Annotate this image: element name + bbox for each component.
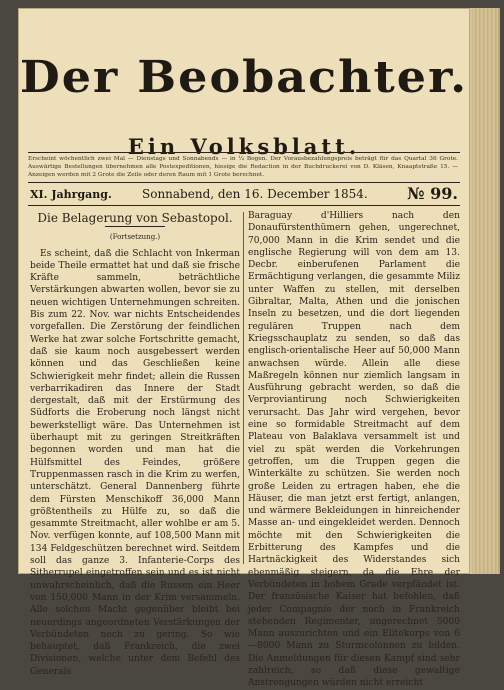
article-continuation-note: (Fortsetzung.) [109,233,161,242]
top-rule [28,152,460,153]
column-separator [243,212,244,564]
binding-strip [472,8,498,574]
left-column-text: Es scheint, daß die Schlacht von Inkerman beide Theile ermattet hat und daß sie frische Kräfte sammeln, beträchtliche Verstärkungen abwarten wollen, bevor sie zu neuen wichtigen Unternehmungen schreiten. Bis zum 22. Nov. war nichts Entscheidendes vorgefallen. Die Zerstörung der feindlichen Werke hat zwar solche Fortschritte gemacht, daß sie kaum noch ausgebessert werden können und das Geschließen keine Schwierigkeit mehr findet; allein die Russen verbarrikadiren das Innere der Stadt dergestalt, daß mit der Erstürmung des Südforts die Eroberung noch längst nicht bewerkstelligt wäre. Das Unternehmen ist überhaupt mit zu geringen Streitkräften begonnen worden und man hat die Hülfsmittel des Feindes, größere Truppenmassen rasch in die Krim zu werfen, unterschätzt. General Dannenberg führte dem Fürsten Menschikoff 36,000 Mann größtentheils zu Hülfe zu, so daß die gesammte Streitmacht, aller wohlbe er am 5. Nov. verfügen konnte, auf 108,500 Mann mit 134 Feldgeschützen berechnet wird. Seitdem soll das ganze 3. Infanterie-Corps des Sitherrupel eingetroffen sein und es ist nicht unwahrscheinlich, daß die Russen ein Heer von 150,000 Mann in der Krim versammeln. Alle solchen Macht gegenüber bleibt bei neuerdings angeordneten Verstärkungen der Verbündeten noch zu gering. So wie behauptet, daß Frankreich, die zwei Divisionen, welche unter dem Befehl des Generals [30,248,240,677]
issue-number: № 99. [407,184,458,203]
publication-note: Erscheint wöchentlich zwei Mal — Dienstags und Sonnabends — in ¼ Bogen. Der Vorausbezahlungspreis beträgt für das Quartal 36 Grote. Auswärtige Bestellungen übernehmen alle Postexpeditionen, hiesige die Redaction in der Buchdruckerei von D. Kläsen, Knaaptstraße 15. — Anzeigen werden mit 2 Grote die Zeile oder deren Raum mit 1 Grote berechnet. [28,156,458,179]
right-column [248,210,460,689]
dateline-top-rule [28,182,460,183]
masthead-title: Der Beobachter. [19,51,469,103]
volume-year: XI. Jahrgang. [30,188,112,201]
article-headline: Die Belagerung von Sebastopol. [37,211,233,225]
right-column-text: Baraguay d'Hilliers nach den Donaufürstenthümern gehen, ungerechnet, 70,000 Mann in die Krim sendet und die englische Regierung will von dem am 13. Decbr. einberufenen Parlament die Ermächtigung verlangen, die gesammte Miliz unter Waffen zu stellen, mit derselben Gibraltar, Malta, Athen und die jonischen Inseln zu besetzen, und die dort liegenden regulären Truppen nach dem Kriegsschauplatz zu senden, so daß das englisch-orientalische Heer auf 50,000 Mann anwachsen würde. Allein alle diese Maßregeln können nur ziemlich langsam in Ausführung gebracht werden, so daß die Verproviantirung noch Schwierigkeiten verursacht. Das Jahr wird vergehen, bevor eine so formidable Streitmacht auf dem Plateau von Balaklava versammelt ist und viel zu spät werden die Vorkehrungen getroffen, um die Truppen gegen die Winterkälte zu schützen. Sie werden noch große Leiden zu ertragen haben, ehe die Häuser, die man jetzt erst fertigt, anlangen, und wärmere Bekleidungen in hinreichender Masse an- und eingekleidet werden. Dennoch möchte mit den Schwierigkeiten die Erbitterung des Kampfes und die Hartnäckigkeit des Widerstandes sich ebenmäßig steigern, da die Ehre der Verbündeten in hohem Grade verpfändet ist. Der französische Kaiser hat befohlen, daß jeder Compagnie der noch in Frankreich stehenden Regimenter, ungerechnet 5000 Mann auszurichten und ein Elitekorps von 6—8000 Mann zu Sturmcolonnen zu bilden. Die Anmeldungen für diesen Kampf sind sehr zahlreich, so daß diese gewaltige Anstrengungen würden nicht erreicht [248,211,460,689]
headline-rule [105,226,165,227]
left-column [30,210,240,677]
dateline-bottom-rule [28,205,460,206]
issue-date: Sonnabend, den 16. December 1854. [142,187,368,201]
dateline [30,184,458,204]
subtitle: Ein Volksblatt. [127,134,361,159]
